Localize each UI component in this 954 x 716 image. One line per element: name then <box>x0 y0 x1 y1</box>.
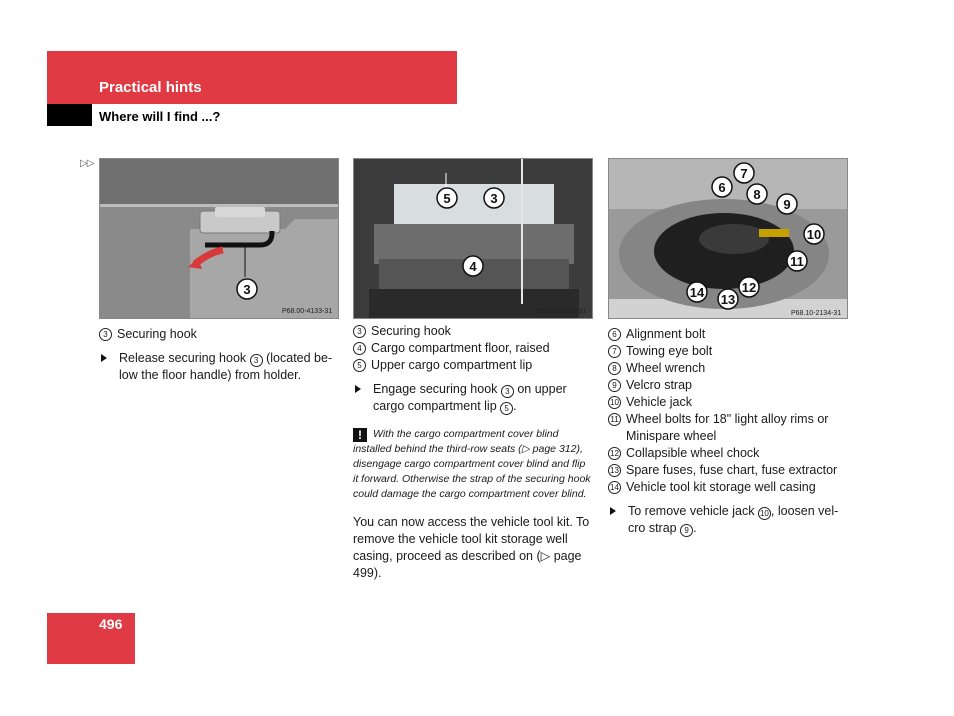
svg-text:5: 5 <box>443 191 451 206</box>
bullet-icon <box>355 385 361 393</box>
legend-item: 5 Upper cargo compartment lip <box>353 357 593 374</box>
svg-text:3: 3 <box>243 282 251 297</box>
figure-tool-kit <box>608 158 848 319</box>
warning-note: ! With the cargo compartment cover blind installed behind the third-row seats (▷ page 312), disengage cargo compartment cover blind and flip it forward. Otherwise the strap of the securing hook could damage the cargo compartment cover blind. <box>353 428 591 500</box>
page-number: 496 <box>99 616 123 632</box>
subsection-tab <box>47 104 92 126</box>
warning-icon: ! <box>353 428 367 442</box>
svg-text:6: 6 <box>718 180 726 195</box>
svg-text:P68.00-4134-31: P68.00-4134-31 <box>536 308 587 315</box>
paragraph: You can now access the vehicle tool kit. To remove the vehicle tool kit storage well casing, proceed as described on (▷ page 499). <box>353 515 590 580</box>
legend-item: 10 Vehicle jack <box>608 394 848 411</box>
figure-securing-hook <box>99 158 339 319</box>
legend-item: 9 Velcro strap <box>608 377 848 394</box>
legend-item: 13 Spare fuses, fuse chart, fuse extractor <box>608 462 848 479</box>
svg-text:4: 4 <box>469 259 477 274</box>
svg-text:13: 13 <box>720 292 736 307</box>
column-3 <box>608 326 848 537</box>
legend-item: 3 Securing hook <box>353 323 593 340</box>
legend-item: 14 Vehicle tool kit storage well casing <box>608 479 848 496</box>
svg-text:3: 3 <box>490 191 498 206</box>
continuation-marker: ▷▷ <box>80 158 94 169</box>
legend-item: 7 Towing eye bolt <box>608 343 848 360</box>
callout-5 <box>437 188 457 208</box>
legend-item: 11 Wheel bolts for 18" light alloy rims or Minispare wheel <box>608 411 848 445</box>
legend-item: 6 Alignment bolt <box>608 326 848 343</box>
callout-3 <box>237 279 257 299</box>
bullet-icon <box>610 507 616 515</box>
svg-text:P68.10-2134-31: P68.10-2134-31 <box>791 310 842 317</box>
svg-text:7: 7 <box>740 166 748 181</box>
figure-cargo-compartment <box>353 158 593 319</box>
legend-item: 3 Securing hook <box>99 326 339 343</box>
callout-4 <box>463 256 483 276</box>
column-1 <box>99 326 339 384</box>
svg-text:8: 8 <box>753 187 761 202</box>
svg-text:9: 9 <box>783 197 791 212</box>
legend-item: 4 Cargo compartment floor, raised <box>353 340 593 357</box>
subsection-title: Where will I find ...? <box>99 109 221 124</box>
legend-item: 8 Wheel wrench <box>608 360 848 377</box>
instruction-step: Engage securing hook 3 on upper cargo compartment lip 5 . <box>353 381 593 415</box>
callout-3 <box>484 188 504 208</box>
bullet-icon <box>101 354 107 362</box>
instruction-step: To remove vehicle jack 10 , loosen vel-cro strap 9 . <box>608 503 848 537</box>
svg-text:11: 11 <box>790 254 804 269</box>
header-band <box>47 51 457 104</box>
svg-text:10: 10 <box>806 227 822 242</box>
svg-text:P68.00-4133-31: P68.00-4133-31 <box>282 308 333 315</box>
svg-text:14: 14 <box>689 285 705 300</box>
svg-text:12: 12 <box>741 280 757 295</box>
instruction-step: Release securing hook 3 (located be-low the floor handle) from holder. <box>99 350 339 384</box>
column-2 <box>353 323 593 582</box>
legend-item: 12 Collapsible wheel chock <box>608 445 848 462</box>
section-title: Practical hints <box>99 79 202 96</box>
